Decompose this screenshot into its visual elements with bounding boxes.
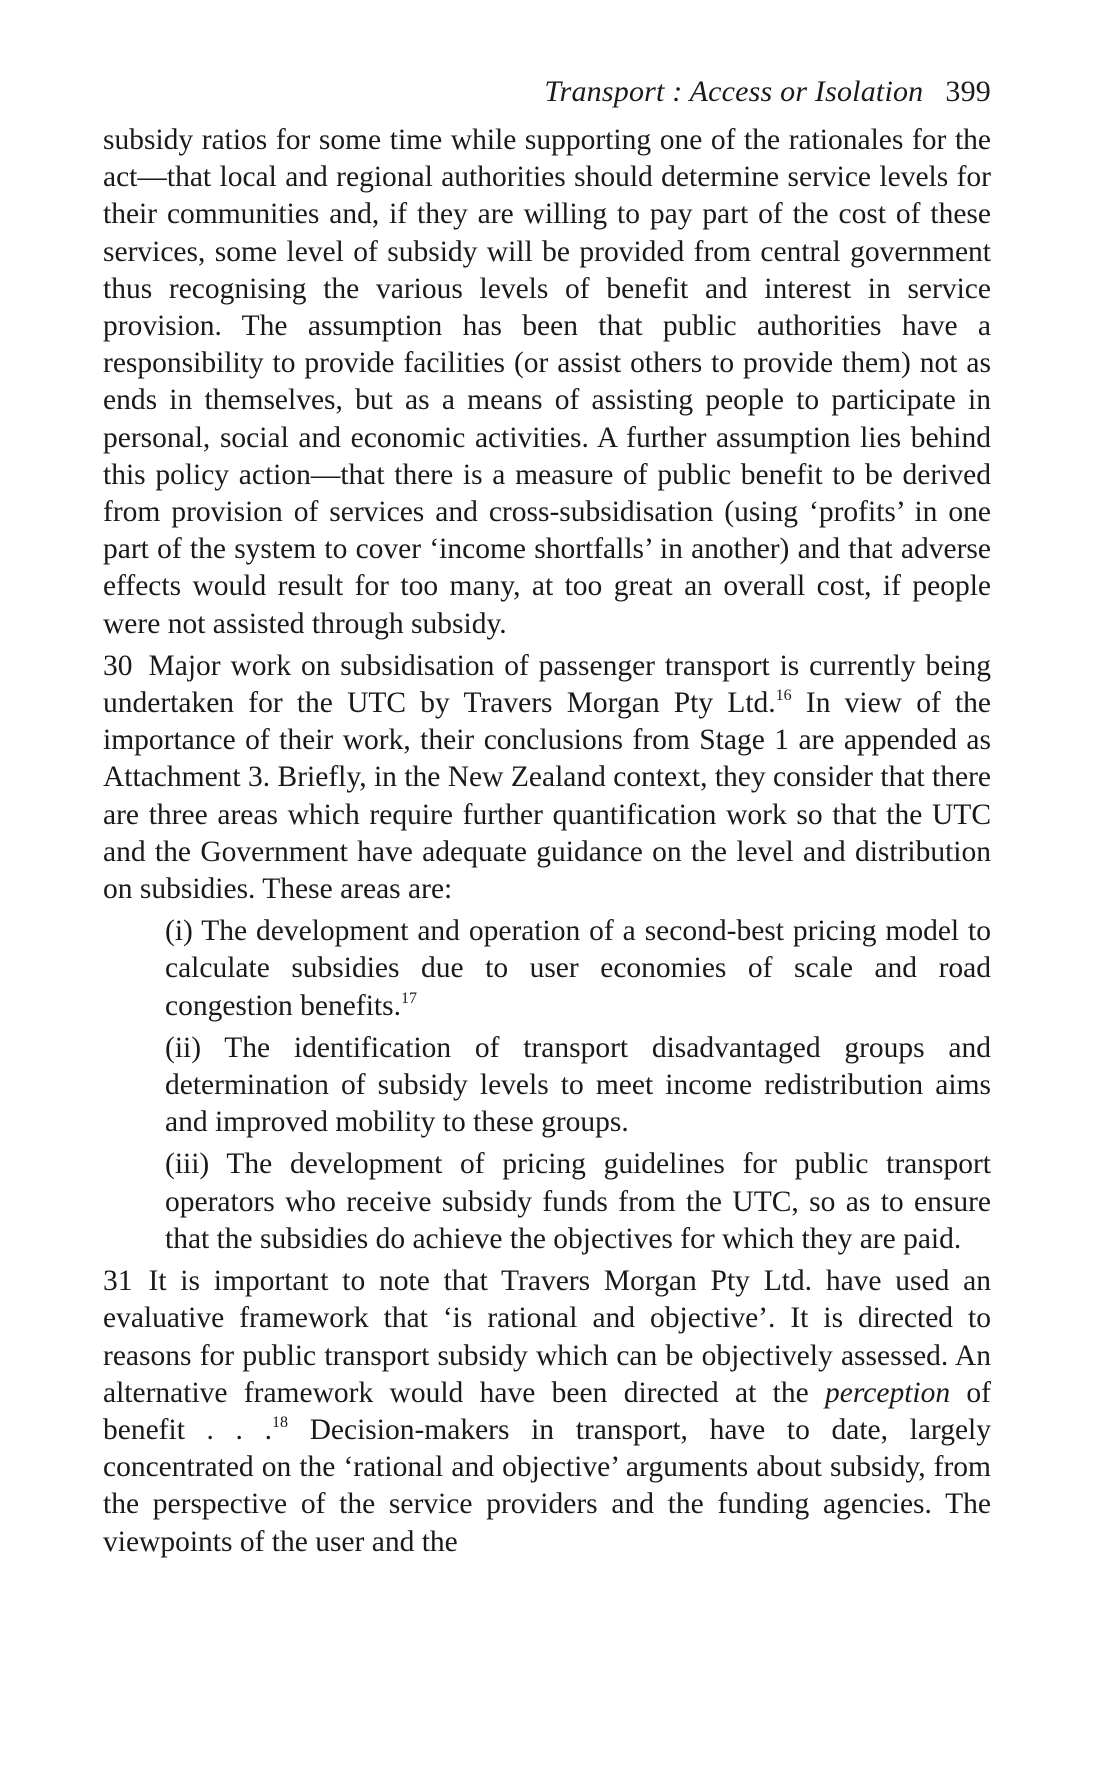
page-number: 399: [945, 75, 991, 108]
footnote-ref: 17: [400, 989, 417, 1007]
paragraph-text: In view of the importance of their work, their conclusions from Stage 1 are appended as Attachment 3. Briefly, in the New Zealand context, they consider that there are three areas which require further quantification work so that the UTC and the Government have adequate guidance on the level and distribution on subsidies. These areas are:: [103, 687, 992, 906]
list-item-ii: [165, 1030, 991, 1142]
page: [103, 72, 991, 1561]
list-item-text: (i) The development and operation of a second-best pricing model to calculate subsidies due to user economies of scale and road congestion benefits.: [165, 915, 991, 1022]
list-item-iii: [165, 1146, 991, 1258]
paragraph-text: It is important to note that Travers Morgan Pty Ltd. have used an evaluative framework that ‘is rational and objective’. It is directed to reasons for public transport subsidy which can be objectively assessed. An alternative framework would have been directed at the: [103, 1265, 991, 1409]
running-head-title: Transport : Access or Isolation: [544, 75, 924, 108]
paragraph-text: of benefit . . .: [103, 1376, 992, 1446]
paragraph-number: 31: [103, 1265, 133, 1298]
list-item-i: [165, 913, 991, 1025]
footnote-ref: 16: [775, 687, 792, 705]
footnote-ref: 18: [271, 1413, 288, 1431]
paragraph-31: [103, 1263, 991, 1561]
list-item-text: (ii) The identification of transport disadvantaged groups and determination of subsidy levels to meet income redistribution aims and improved mobility to these groups.: [165, 1031, 991, 1139]
list-item-text: (iii) The development of pricing guidelines for public transport operators who receive subsidy funds from the UTC, so as to ensure that the subsidies do achieve the objectives for which they are paid.: [165, 1148, 991, 1255]
emphasis-text: perception: [825, 1376, 951, 1409]
paragraph-text: Decision-makers in transport, have to date, largely concentrated on the ‘rational and objective’ arguments about subsidy, from the perspective of the service providers and the funding agencies. The viewpoints of the user and the: [103, 1413, 991, 1558]
running-head: [103, 72, 991, 112]
paragraph-30: [103, 648, 991, 908]
paragraph-number: 30: [103, 649, 133, 682]
areas-list: [103, 913, 991, 1258]
paragraph-continued: subsidy ratios for some time while supporting one of the rationales for the act—that local and regional authorities should determine service levels for their communities and, if they are willing to pay part of the cost of these services, some level of subsidy will be provided from central government thus recognising the various levels of benefit and interest in service provision. The assumption has been that public authorities have a responsibility to provide facilities (or assist others to provide them) not as ends in themselves, but as a means of assisting people to participate in personal, social and economic activities. A further assumption lies behind this policy action—that there is a measure of public benefit to be derived from provision of services and cross-subsidisation (using ‘profits’ in one part of the system to cover ‘income shortfalls’ in another) and that adverse effects would result for too many, at too great an overall cost, if people were not assisted through subsidy.: [103, 124, 991, 640]
paragraph-text: Major work on subsidisation of passenger transport is currently being undertaken for the UTC by Travers Morgan Pty Ltd.: [103, 649, 991, 720]
body-text: [103, 122, 991, 1561]
